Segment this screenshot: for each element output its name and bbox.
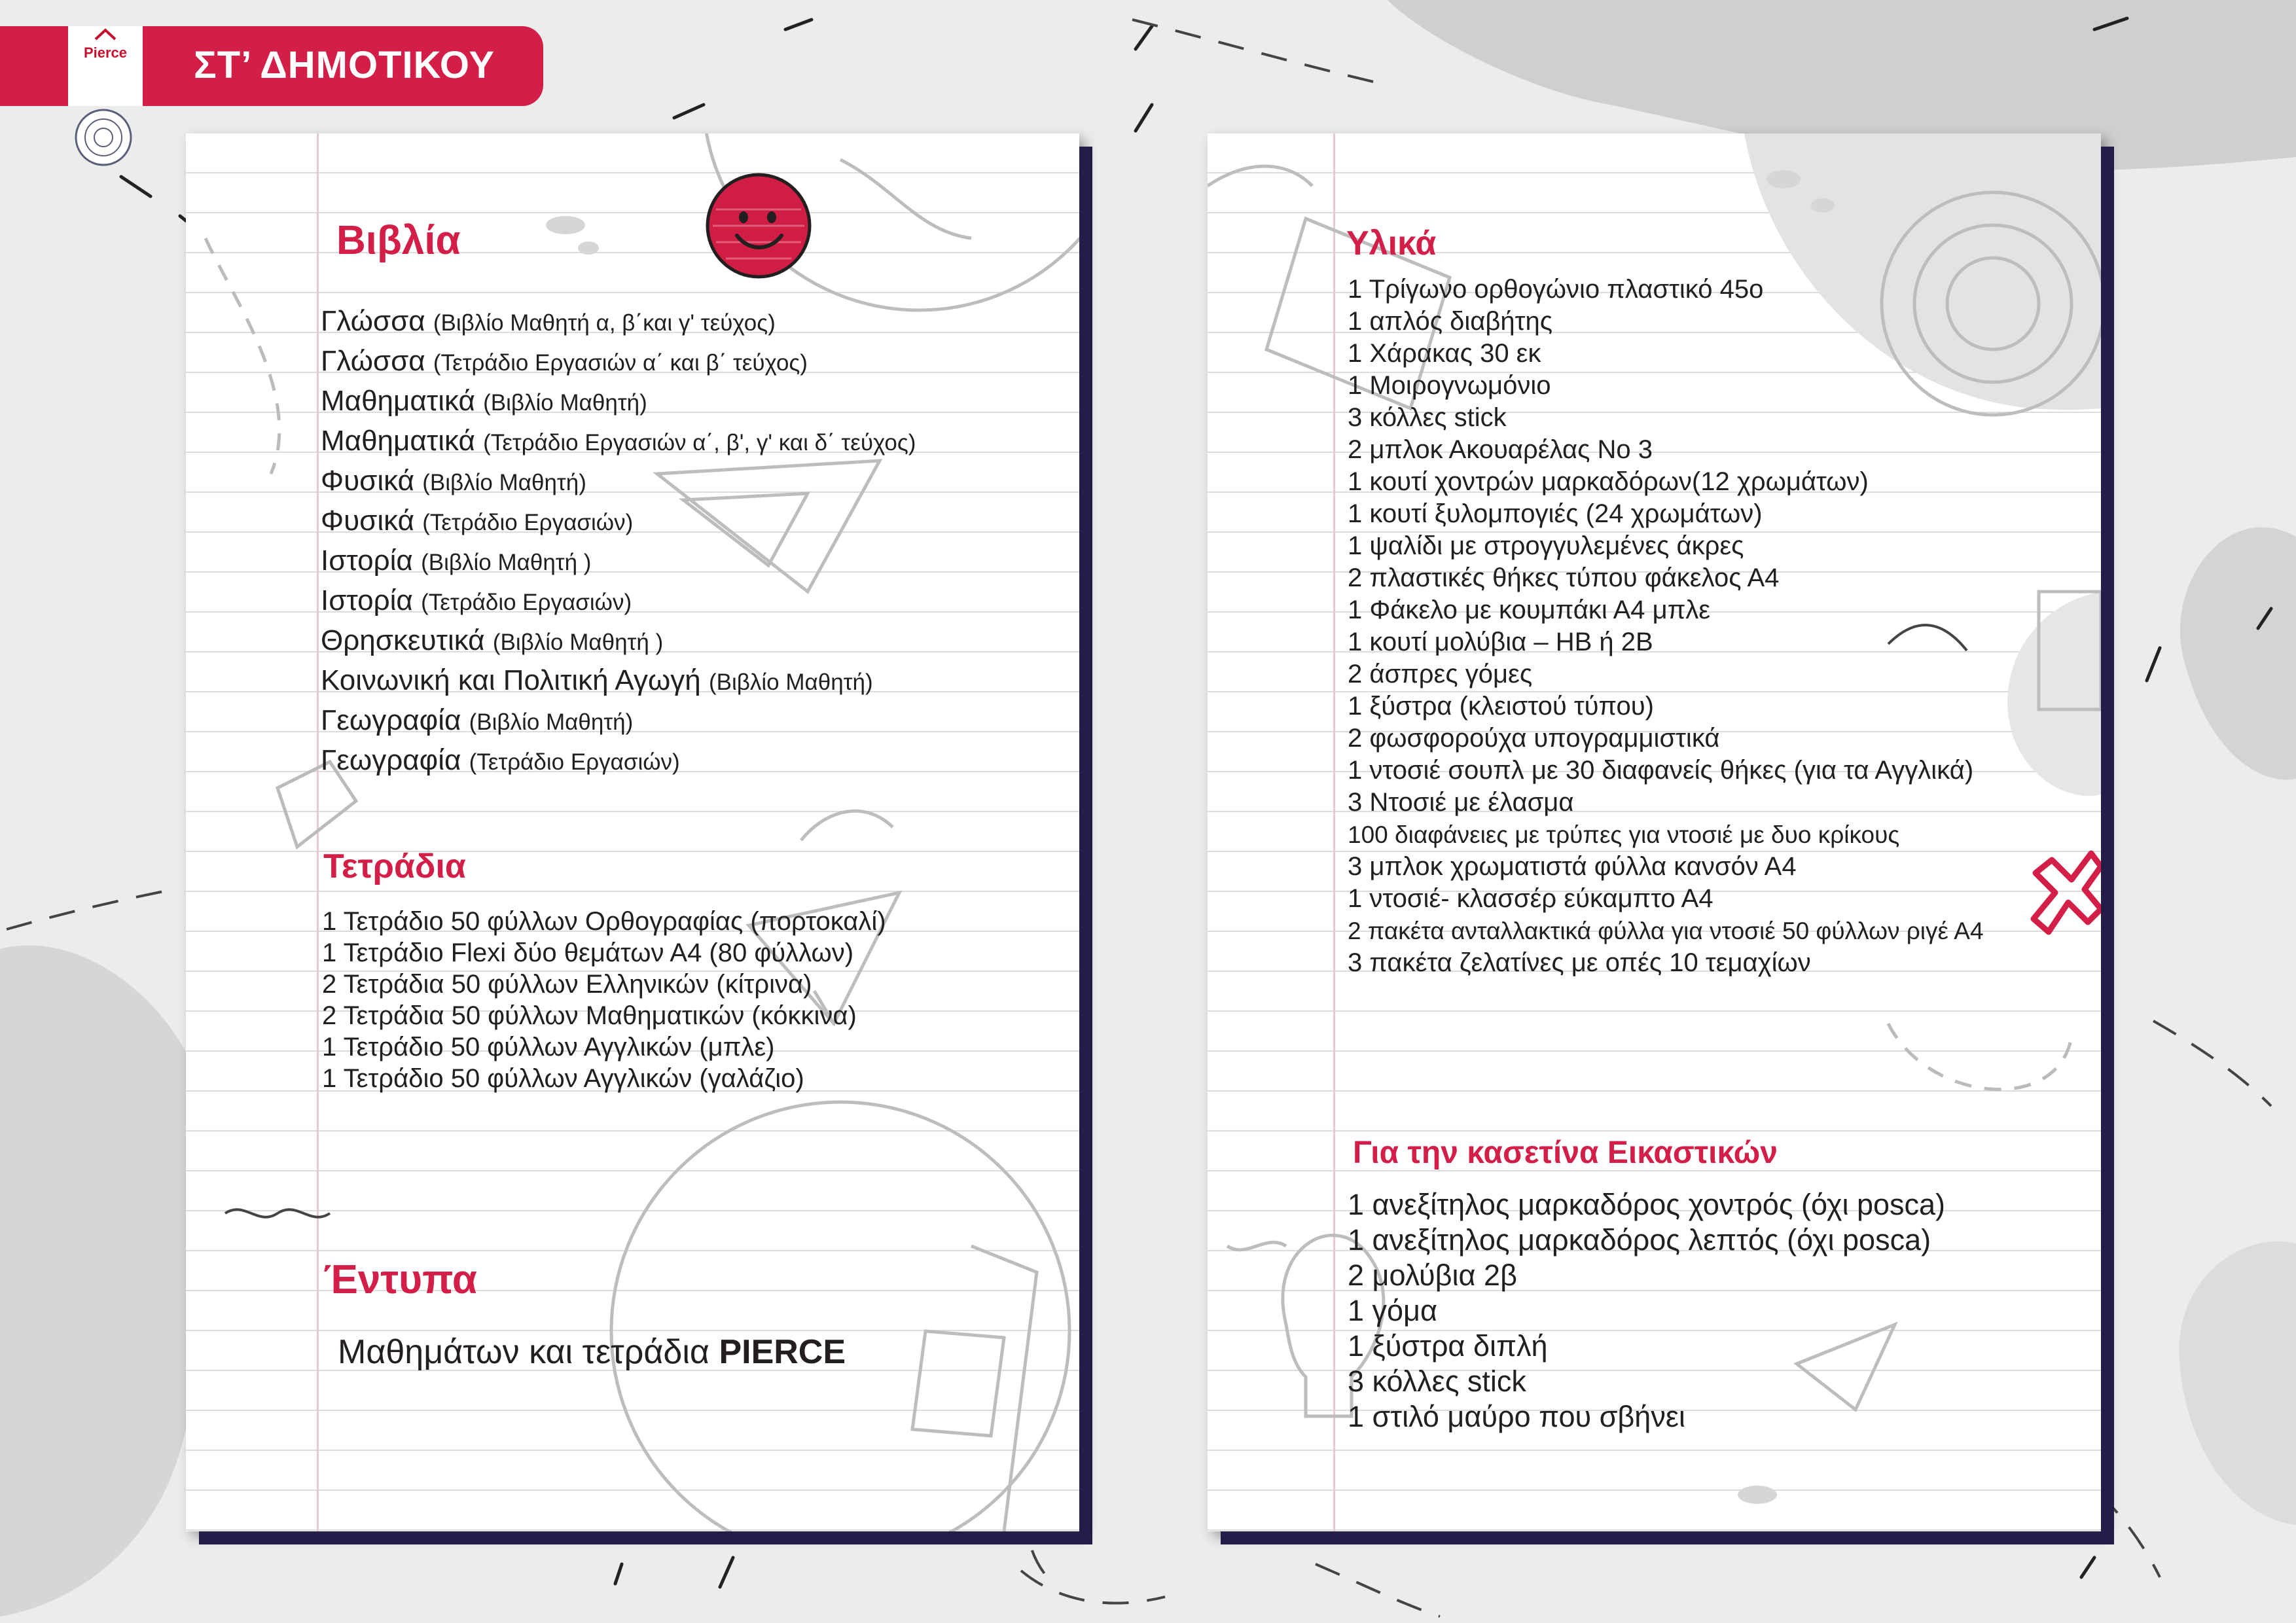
forms-text — [338, 1332, 846, 1372]
pierce-logo — [68, 26, 143, 106]
list-item: 1 Τετράδιο 50 φύλλων Αγγλικών (μπλε) — [322, 1033, 775, 1061]
book-note: (Τετράδιο Εργασιών) — [421, 590, 632, 615]
list-item: 2 Τετράδια 50 φύλλων Μαθηματικών (κόκκινα) — [322, 1001, 857, 1030]
book-note: (Τετράδιο Εργασιών α΄ και β΄ τεύχος) — [433, 350, 808, 376]
books-list — [321, 301, 916, 780]
book-subject: Γεωγραφία — [321, 704, 461, 736]
book-note: (Βιβλίο Μαθητή ) — [492, 630, 664, 655]
smiley-icon — [703, 170, 814, 281]
page-title: ΣΤ’ ΔΗΜΟΤΙΚΟΥ — [194, 44, 495, 86]
book-subject: Φυσικά — [321, 505, 414, 537]
list-item — [321, 740, 916, 780]
list-item: 1 στιλό μαύρο που σβήνει — [1348, 1400, 1685, 1433]
list-item — [321, 381, 916, 421]
list-item: 100 διαφάνειες με τρύπες για ντοσιέ με δυο κρίκους — [1348, 821, 1900, 848]
list-item: 2 μπλοκ Ακουαρέλας Νο 3 — [1348, 435, 1653, 464]
book-note: (Βιβλίο Μαθητή) — [483, 390, 647, 416]
house-roof-icon — [94, 27, 117, 41]
book-subject: Ιστορία — [321, 584, 413, 616]
book-note: (Βιβλίο Μαθητή α, β΄και γ' τεύχος) — [433, 310, 776, 336]
list-item: 3 Ντοσιέ με έλασμα — [1348, 788, 1574, 817]
plus-doodle-icon — [2026, 847, 2101, 945]
forms-heading: Έντυπα — [323, 1257, 477, 1302]
list-item: 1 Τετράδιο 50 φύλλων Αγγλικών (γαλάζιο) — [322, 1064, 804, 1093]
book-note: (Τετράδιο Εργασιών) — [469, 749, 680, 775]
list-item: 1 απλός διαβήτης — [1348, 307, 1552, 336]
list-item: 2 πακέτα ανταλλακτικά φύλλα για ντοσιέ 50 φύλλων ριγέ Α4 — [1348, 918, 1984, 944]
list-item — [321, 461, 916, 501]
list-item: 1 ξύστρα (κλειστού τύπου) — [1348, 692, 1654, 721]
book-subject: Γεωγραφία — [321, 744, 461, 776]
list-item: 1 Φάκελο με κουμπάκι Α4 μπλε — [1348, 596, 1711, 624]
list-item: 1 ανεξίτηλος μαρκαδόρος χοντρός (όχι posca) — [1348, 1188, 1946, 1221]
list-item: 1 ψαλίδι με στρογγυλεμένες άκρες — [1348, 531, 1744, 560]
list-item — [321, 301, 916, 341]
list-item: 1 Τετράδιο Flexi δύο θεμάτων Α4 (80 φύλλων) — [322, 938, 854, 967]
list-item: 1 κουτί χοντρών μαρκαδόρων(12 χρωμάτων) — [1348, 467, 1869, 496]
list-item — [321, 620, 916, 660]
list-item — [321, 660, 916, 700]
book-note: (Τετράδιο Εργασιών) — [422, 510, 634, 535]
book-note: (Βιβλίο Μαθητή ) — [421, 550, 592, 575]
list-item: 1 γόμα — [1348, 1294, 1437, 1327]
book-note: (Βιβλίο Μαθητή) — [709, 669, 873, 695]
book-subject: Μαθηματικά — [321, 425, 475, 457]
list-item — [321, 700, 916, 740]
list-item — [321, 421, 916, 461]
forms-text-bold: PIERCE — [719, 1333, 846, 1371]
right-page — [1208, 134, 2101, 1531]
list-item: 1 κουτί ξυλομπογιές (24 χρωμάτων) — [1348, 499, 1763, 528]
list-item: 2 Τετράδια 50 φύλλων Ελληνικών (κίτρινα) — [322, 970, 812, 999]
list-item: 1 ανεξίτηλος μαρκαδόρος λεπτός (όχι posca) — [1348, 1223, 1931, 1257]
book-subject: Γλώσσα — [321, 345, 425, 377]
list-item — [321, 341, 916, 381]
list-item: 2 μολύβια 2β — [1348, 1258, 1517, 1292]
list-item: 3 κόλλες stick — [1348, 403, 1507, 432]
list-item: 1 Χάρακας 30 εκ — [1348, 339, 1541, 368]
list-item: 1 ντοσιέ σουπλ με 30 διαφανείς θήκες (για τα Αγγλικά) — [1348, 756, 1974, 785]
book-note: (Βιβλίο Μαθητή) — [469, 709, 634, 735]
art-case-list — [1348, 1187, 1945, 1435]
list-item: 2 φωσφορούχα υπογραμμιστικά — [1348, 724, 1720, 753]
book-subject: Μαθηματικά — [321, 385, 475, 417]
book-subject: Ιστορία — [321, 544, 413, 577]
book-note: (Βιβλίο Μαθητή) — [422, 470, 586, 495]
art-case-heading: Για την κασετίνα Εικαστικών — [1353, 1135, 1778, 1170]
logo-text: Pierce — [83, 45, 128, 61]
book-subject: Θρησκευτικά — [321, 624, 485, 656]
book-note: (Τετράδιο Εργασιών α΄, β', γ' και δ΄ τεύχος) — [483, 430, 916, 455]
list-item — [321, 501, 916, 541]
list-item: 1 ντοσιέ- κλασσέρ εύκαμπτο Α4 — [1348, 884, 1713, 913]
left-page — [186, 134, 1079, 1531]
book-subject: Κοινωνική και Πολιτική Αγωγή — [321, 664, 701, 696]
list-item: 1 Μοιρογνωμόνιο — [1348, 371, 1551, 400]
list-item: 1 Τετράδιο 50 φύλλων Ορθογραφίας (πορτοκαλί) — [322, 907, 886, 936]
notebooks-heading: Τετράδια — [323, 847, 466, 885]
list-item: 3 πακέτα ζελατίνες με οπές 10 τεμαχίων — [1348, 948, 1811, 977]
book-subject: Φυσικά — [321, 465, 414, 497]
list-item — [321, 541, 916, 580]
book-subject: Γλώσσα — [321, 305, 425, 337]
header-banner — [0, 26, 543, 106]
list-item: 3 κόλλες stick — [1348, 1364, 1526, 1398]
list-item: 1 ξύστρα διπλή — [1348, 1329, 1548, 1363]
forms-text-prefix: Μαθημάτων και τετράδια — [338, 1333, 719, 1371]
notebooks-list — [322, 906, 886, 1094]
list-item: 2 άσπρες γόμες — [1348, 660, 1533, 688]
list-item: 1 Τρίγωνο ορθογώνιο πλαστικό 45ο — [1348, 275, 1764, 304]
list-item: 3 μπλοκ χρωματιστά φύλλα κανσόν Α4 — [1348, 852, 1797, 881]
list-item: 1 κουτί μολύβια – ΗΒ ή 2Β — [1348, 628, 1653, 656]
supplies-list — [1348, 274, 1984, 979]
books-heading: Βιβλία — [336, 218, 461, 263]
list-item — [321, 580, 916, 620]
seal-icon — [73, 107, 134, 168]
supplies-heading: Υλικά — [1346, 224, 1437, 262]
list-item: 2 πλαστικές θήκες τύπου φάκελος Α4 — [1348, 563, 1780, 592]
